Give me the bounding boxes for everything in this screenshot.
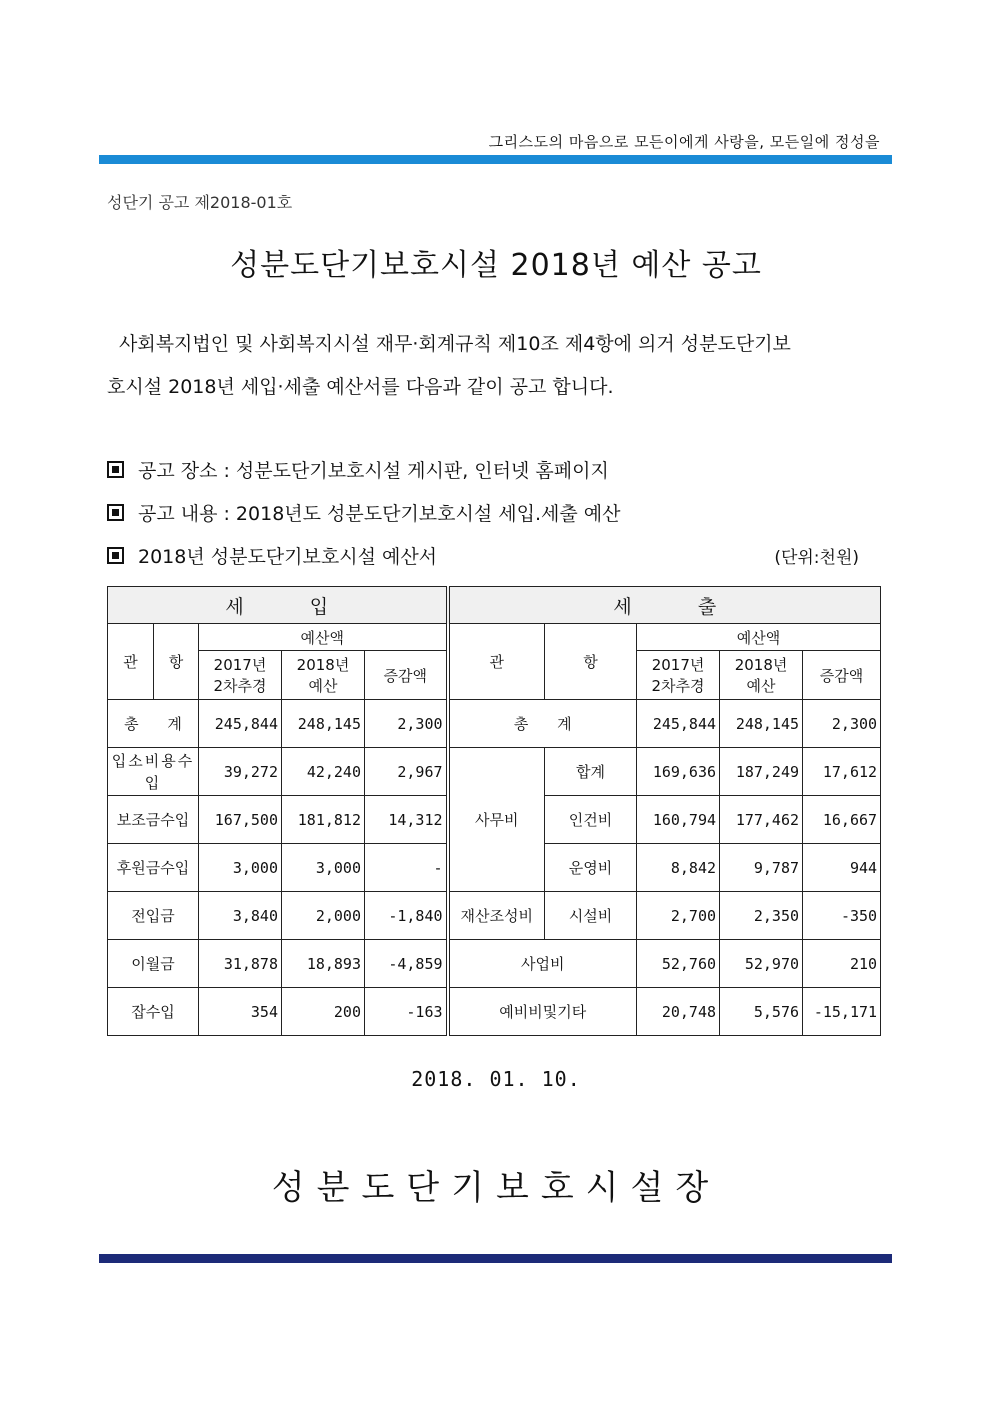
table-row [108, 748, 881, 796]
cell: 사무비 [448, 748, 545, 892]
unit-label: (단위:천원) [774, 548, 859, 568]
cell: 2,350 [720, 892, 803, 940]
col-gwan: 관 [448, 624, 545, 700]
col-diff: 증감액 [803, 651, 881, 700]
cell: 전입금 [108, 892, 199, 940]
cell: 210 [803, 940, 881, 988]
cell: 2,300 [365, 700, 448, 748]
cell: 52,760 [637, 940, 720, 988]
cell: 245,844 [199, 700, 282, 748]
cell: -1,840 [365, 892, 448, 940]
cell: 2,300 [803, 700, 881, 748]
cell: 입소비용수입 [108, 748, 199, 796]
cell: -15,171 [803, 988, 881, 1036]
header-slogan: 그리스도의 마음으로 모든이에게 사랑을, 모든일에 정성을 [488, 133, 880, 151]
col-hang: 항 [154, 624, 199, 700]
income-total-label: 총 계 [108, 700, 199, 748]
cell: -4,859 [365, 940, 448, 988]
cell: 8,842 [637, 844, 720, 892]
cell: 16,667 [803, 796, 881, 844]
notice-item-text: 공고 내용 : 2018년도 성분도단기보호시설 세입.세출 예산 [138, 503, 621, 525]
body-line-1: 사회복지법인 및 사회복지시설 재무·회계규칙 제10조 제4항에 의거 성분도단기보 [119, 333, 791, 355]
cell: 248,145 [282, 700, 365, 748]
cell: 14,312 [365, 796, 448, 844]
cell: 31,878 [199, 940, 282, 988]
cell: 사업비 [448, 940, 637, 988]
table-row [108, 988, 881, 1036]
cell: -350 [803, 892, 881, 940]
notice-item-text: 공고 장소 : 성분도단기보호시설 게시판, 인터넷 홈페이지 [138, 460, 609, 482]
cell: 3,000 [199, 844, 282, 892]
expense-total-label: 총 계 [448, 700, 637, 748]
cell: 200 [282, 988, 365, 1036]
expense-header: 세 출 [448, 587, 881, 624]
cell: 248,145 [720, 700, 803, 748]
cell: 잡수입 [108, 988, 199, 1036]
cell: 187,249 [720, 748, 803, 796]
cell: 52,970 [720, 940, 803, 988]
table-row [108, 700, 881, 748]
body-line-2: 호시설 2018년 세입·세출 예산서를 다음과 같이 공고 합니다. [107, 376, 614, 398]
header-bar [99, 155, 892, 164]
notice-item-content [107, 499, 620, 526]
cell: 후원금수입 [108, 844, 199, 892]
document-date: 2018. 01. 10. [411, 1067, 581, 1091]
col-2018: 2018년 예산 [720, 651, 803, 700]
cell: 944 [803, 844, 881, 892]
cell: 이월금 [108, 940, 199, 988]
cell: 181,812 [282, 796, 365, 844]
col-budget: 예산액 [637, 624, 881, 651]
cell: 시설비 [545, 892, 637, 940]
cell: 보조금수입 [108, 796, 199, 844]
col-2018: 2018년 예산 [282, 651, 365, 700]
cell: 예비비및기타 [448, 988, 637, 1036]
cell: 17,612 [803, 748, 881, 796]
notice-item-budget [107, 542, 437, 569]
square-bullet-icon [107, 461, 124, 478]
cell: 245,844 [637, 700, 720, 748]
cell: 169,636 [637, 748, 720, 796]
budget-table [107, 586, 881, 1036]
col-gwan: 관 [108, 624, 154, 700]
cell: 20,748 [637, 988, 720, 1036]
income-header: 세 입 [108, 587, 448, 624]
cell: 합계 [545, 748, 637, 796]
cell: 39,272 [199, 748, 282, 796]
col-2017: 2017년 2차추경 [199, 651, 282, 700]
cell: 인건비 [545, 796, 637, 844]
cell: 3,840 [199, 892, 282, 940]
cell: 재산조성비 [448, 892, 545, 940]
cell: -163 [365, 988, 448, 1036]
cell: 354 [199, 988, 282, 1036]
notice-item-text: 2018년 성분도단기보호시설 예산서 [138, 546, 438, 568]
notice-item-place [107, 456, 609, 483]
footer-bar [99, 1254, 892, 1263]
col-diff: 증감액 [365, 651, 448, 700]
cell: 9,787 [720, 844, 803, 892]
cell: 3,000 [282, 844, 365, 892]
col-2017: 2017년 2차추경 [637, 651, 720, 700]
page-title: 성분도단기보호시설 2018년 예산 공고 [230, 248, 762, 283]
table-row [108, 892, 881, 940]
col-budget: 예산액 [199, 624, 448, 651]
document-number: 성단기 공고 제2018-01호 [107, 193, 293, 212]
col-hang: 항 [545, 624, 637, 700]
cell: 160,794 [637, 796, 720, 844]
cell: 177,462 [720, 796, 803, 844]
cell: 42,240 [282, 748, 365, 796]
cell: 2,967 [365, 748, 448, 796]
body-paragraph [107, 323, 892, 409]
cell: 5,576 [720, 988, 803, 1036]
cell: 운영비 [545, 844, 637, 892]
table-row [108, 940, 881, 988]
square-bullet-icon [107, 504, 124, 521]
signature: 성분도단기보호시설장 [271, 1168, 721, 1208]
cell: 2,700 [637, 892, 720, 940]
cell: 18,893 [282, 940, 365, 988]
cell: 167,500 [199, 796, 282, 844]
square-bullet-icon [107, 547, 124, 564]
cell: 2,000 [282, 892, 365, 940]
cell: - [365, 844, 448, 892]
